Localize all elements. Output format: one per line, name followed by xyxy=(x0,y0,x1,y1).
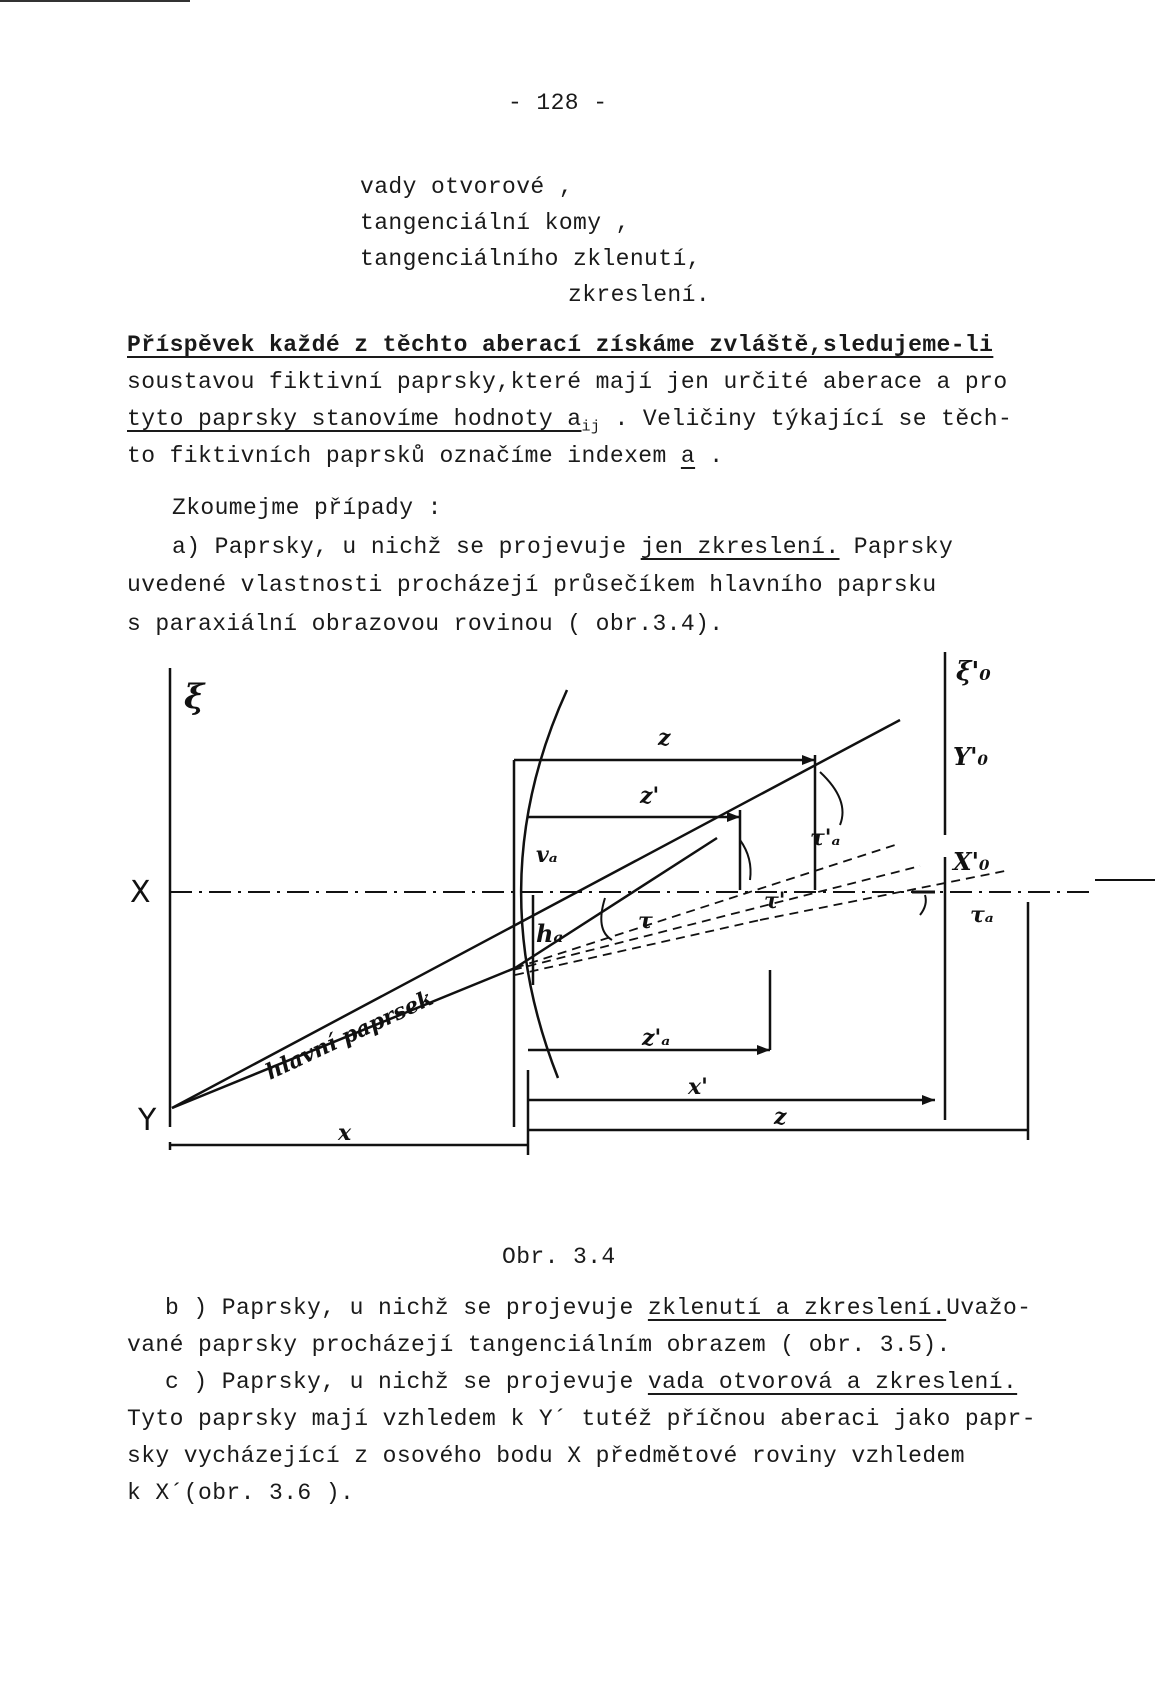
label-tau: τ xyxy=(638,908,653,934)
arrow-head xyxy=(757,1045,770,1055)
label-ha: hₐ xyxy=(536,919,564,948)
paragraph-line xyxy=(172,532,953,562)
paragraph-line: vané paprsky procházejí tangenciálním obrazem ( obr. 3.5). xyxy=(127,1332,951,1358)
dashed-ray xyxy=(513,866,920,970)
text: . xyxy=(695,443,724,469)
label-z-bottom: z xyxy=(774,1104,787,1130)
figure-diagram xyxy=(130,640,1110,1170)
index-symbol: a xyxy=(680,443,696,469)
label-tau-a-prime: τ'ₐ xyxy=(810,825,841,851)
label-z-top: z xyxy=(658,725,671,751)
label-xi0: ξ'₀ xyxy=(956,657,991,687)
label-chief-ray: hlavní paprsek xyxy=(261,985,438,1086)
text: to fiktivních paprsků označíme indexem xyxy=(127,443,681,469)
section-heading: Zkoumejme případy : xyxy=(172,495,442,521)
label-Y: Y xyxy=(138,1103,157,1138)
arrow-head xyxy=(802,755,815,765)
paragraph-line: s paraxiální obrazovou rovinou ( obr.3.4). xyxy=(127,611,724,637)
label-xi: ξ xyxy=(184,677,205,717)
paragraph-line: sky vycházející z osového bodu X předmětové roviny vzhledem xyxy=(127,1443,965,1469)
label-Y0: Y'₀ xyxy=(953,742,988,771)
text: Paprsky xyxy=(839,534,954,560)
text: Uvažo- xyxy=(946,1295,1032,1321)
figure-caption: Obr. 3.4 xyxy=(502,1244,616,1270)
paragraph-line: k X´(obr. 3.6 ). xyxy=(127,1480,355,1506)
label-tau-prime: τ' xyxy=(764,888,786,914)
paragraph-line xyxy=(127,441,724,471)
label-za-prime: z'ₐ xyxy=(642,1025,671,1051)
arrow-head xyxy=(727,812,740,822)
label-x: x xyxy=(338,1120,352,1146)
list-item: vady otvorové , xyxy=(360,174,574,200)
angle-arc-tau-prime xyxy=(740,840,751,880)
angle-arc-tau-a xyxy=(920,895,926,915)
label-X: X xyxy=(130,875,151,910)
label-z-prime: z' xyxy=(640,783,660,809)
list-item: tangenciální komy , xyxy=(360,210,630,236)
text: c ) Paprsky, u nichž se projevuje xyxy=(165,1369,648,1395)
paragraph-line: Tyto paprsky mají vzhledem k Y´ tutéž příčnou aberaci jako papr- xyxy=(127,1406,1036,1432)
lens-surface xyxy=(521,690,567,1078)
underlined-text: jen zkreslení. xyxy=(640,534,840,560)
label-x-prime: x' xyxy=(688,1074,708,1100)
text: a) Paprsky, u nichž se projevuje xyxy=(172,534,641,560)
underlined-text: tyto paprsky stanovíme hodnoty a xyxy=(127,406,582,432)
angle-arc-tau-a-prime xyxy=(820,772,843,825)
list-item: zkreslení. xyxy=(568,282,711,308)
text: . Veličiny týkající se těch- xyxy=(600,406,1013,432)
angle-arc-tau xyxy=(601,898,612,940)
dashed-ray xyxy=(515,845,895,968)
arrow-head xyxy=(922,1095,935,1105)
underlined-text: vada otvorová a zkreslení. xyxy=(647,1369,1018,1395)
paragraph-line: soustavou fiktivní paprsky,které mají jen určité aberace a pro xyxy=(127,369,1008,395)
paragraph-line: Příspěvek každé z těchto aberací získáme zvláště,sledujeme-li xyxy=(127,332,994,358)
list-item: tangenciálního zklenutí, xyxy=(360,246,701,272)
underlined-text: zklenutí a zkreslení. xyxy=(647,1295,947,1321)
text: b ) Paprsky, u nichž se projevuje xyxy=(165,1295,648,1321)
paragraph-line: uvedené vlastnosti procházejí průsečíkem hlavního paprsku xyxy=(127,572,937,598)
label-va: vₐ xyxy=(536,842,558,868)
label-X0: X'₀ xyxy=(953,847,990,876)
paragraph-line xyxy=(165,1367,1017,1397)
top-rule xyxy=(0,0,190,2)
page-number: - 128 - xyxy=(508,90,608,116)
paragraph-line xyxy=(165,1293,1031,1323)
label-tau-a: τₐ xyxy=(970,902,994,928)
subscript: ij xyxy=(581,418,601,436)
paragraph-line xyxy=(127,404,1012,443)
